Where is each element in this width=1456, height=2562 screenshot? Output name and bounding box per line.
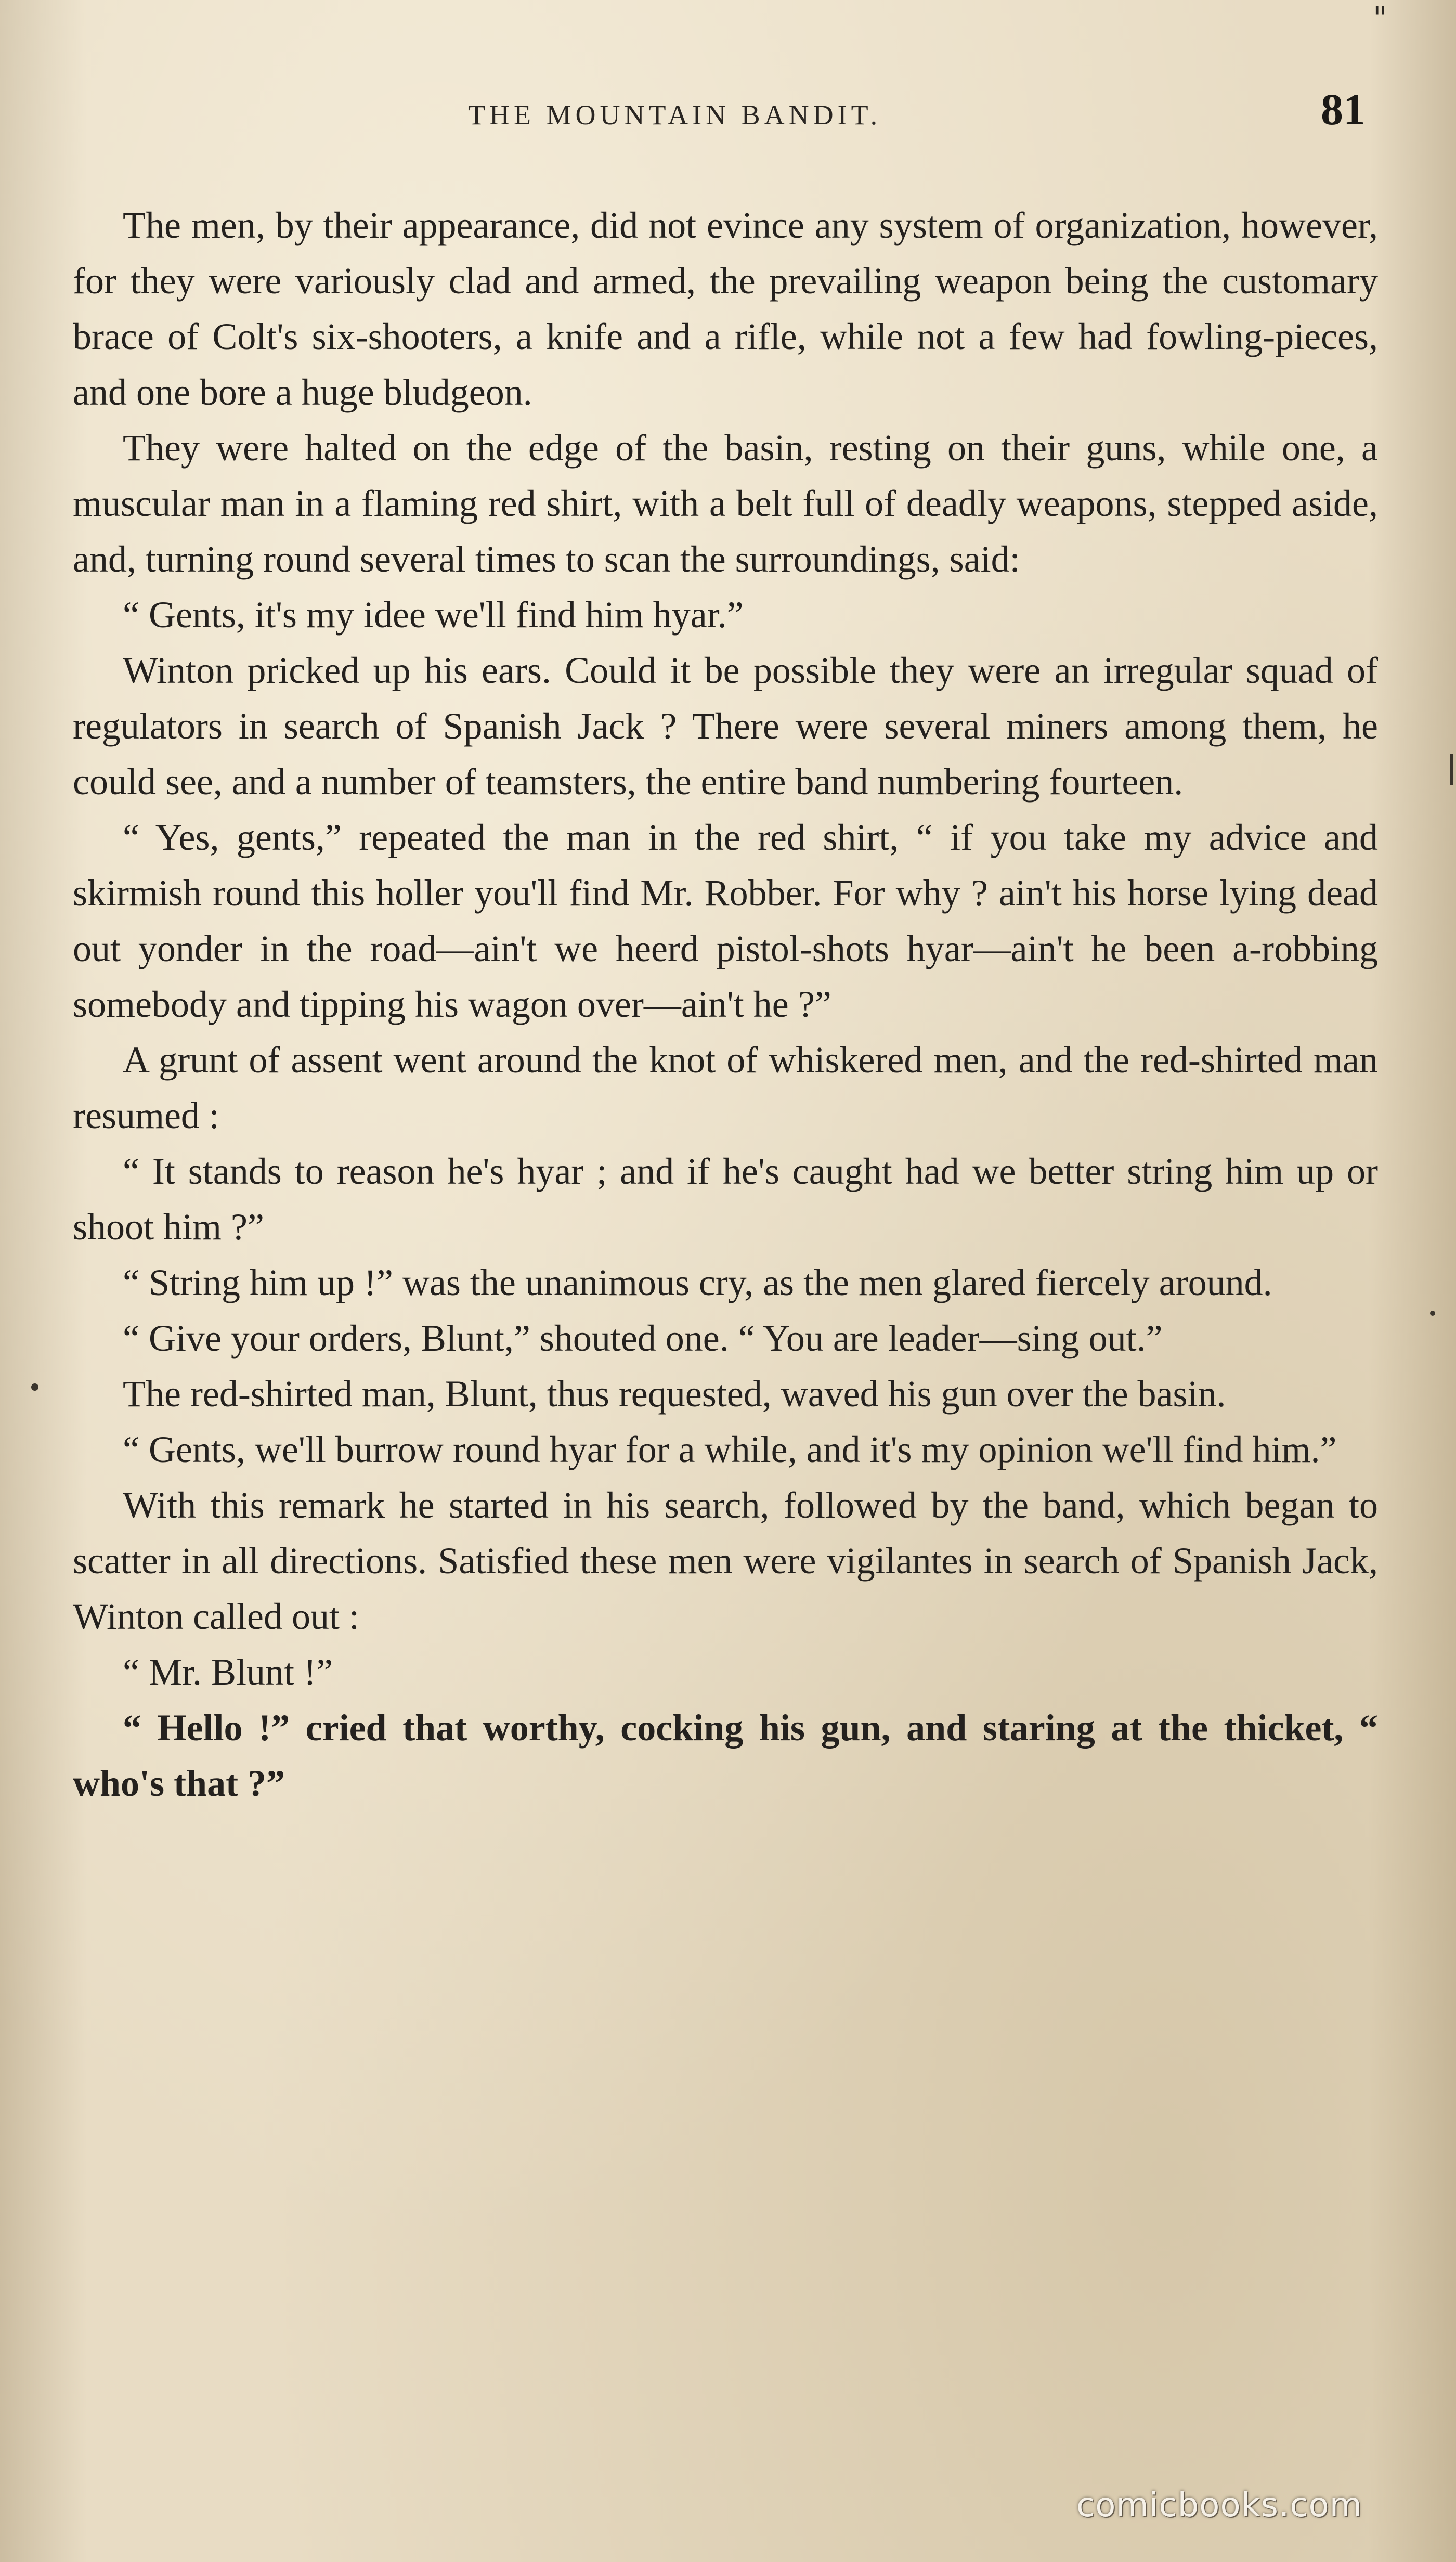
watermark: comicbooks.com	[1076, 2486, 1363, 2525]
paragraph: The red-shirted man, Blunt, thus requested, waved his gun over the basin.	[123, 1373, 1226, 1415]
ink-speck	[31, 1383, 38, 1391]
paragraph: With this remark he started in his search, followed by the band, which began to scatter in all directions. Satisfied these men were vigilantes in search of Spanish Jack, Winton called out :	[73, 1484, 1378, 1637]
paragraph: They were halted on the edge of the basin, resting on their guns, while one, a muscular man in a flaming red shirt, with a belt full of deadly weapons, stepped aside, and, turning round several times to scan the surroundings, said:	[73, 427, 1378, 580]
page-edge-mark	[1450, 754, 1453, 785]
paragraph: “ It stands to reason he's hyar ; and if he's caught had we better string him up or shoot him ?”	[73, 1150, 1378, 1248]
body-text	[73, 198, 1378, 1811]
paragraph: A grunt of assent went around the knot of whiskered men, and the red-shirted man resumed :	[73, 1039, 1378, 1136]
paragraph: “ Give your orders, Blunt,” shouted one. “ You are leader—sing out.”	[123, 1317, 1163, 1359]
corner-mark: "	[1373, 0, 1387, 36]
paragraph: The men, by their appearance, did not evince any system of organization, however, for they were variously clad and armed, the prevailing weapon being the customary brace of Colt's six-shooters, a knife and a rifle, while not a few had fowling-pieces, and one bore a huge bludgeon.	[73, 204, 1378, 413]
paragraph: “ Hello !” cried that worthy, cocking his gun, and staring at the thicket, “ who's that ?”	[73, 1707, 1378, 1804]
paragraph: “ Gents, we'll burrow round hyar for a while, and it's my opinion we'll find him.”	[123, 1429, 1337, 1470]
running-head	[0, 78, 1456, 140]
page-number: 81	[1321, 84, 1366, 134]
running-title: THE MOUNTAIN BANDIT.	[468, 99, 882, 131]
paragraph: “ String him up !” was the unanimous cry, as the men glared fiercely around.	[123, 1262, 1272, 1303]
paragraph: “ Gents, it's my idee we'll find him hyar.”	[123, 594, 744, 636]
paragraph: “ Mr. Blunt !”	[123, 1651, 333, 1693]
paragraph: “ Yes, gents,” repeated the man in the red shirt, “ if you take my advice and skirmish round this holler you'll find Mr. Robber. For why ? ain't his horse lying dead out yonder in the road—ain't we heerd pistol-shots hyar—ain't he been a-robbing somebody and tipping his wagon over—ain't he ?”	[73, 817, 1378, 1025]
ink-speck	[1430, 1311, 1435, 1316]
paragraph: Winton pricked up his ears. Could it be possible they were an irregular squad of regulators in search of Spanish Jack ? There were several miners among them, he could see, and a number of teamsters, the entire band numbering fourteen.	[73, 650, 1378, 803]
